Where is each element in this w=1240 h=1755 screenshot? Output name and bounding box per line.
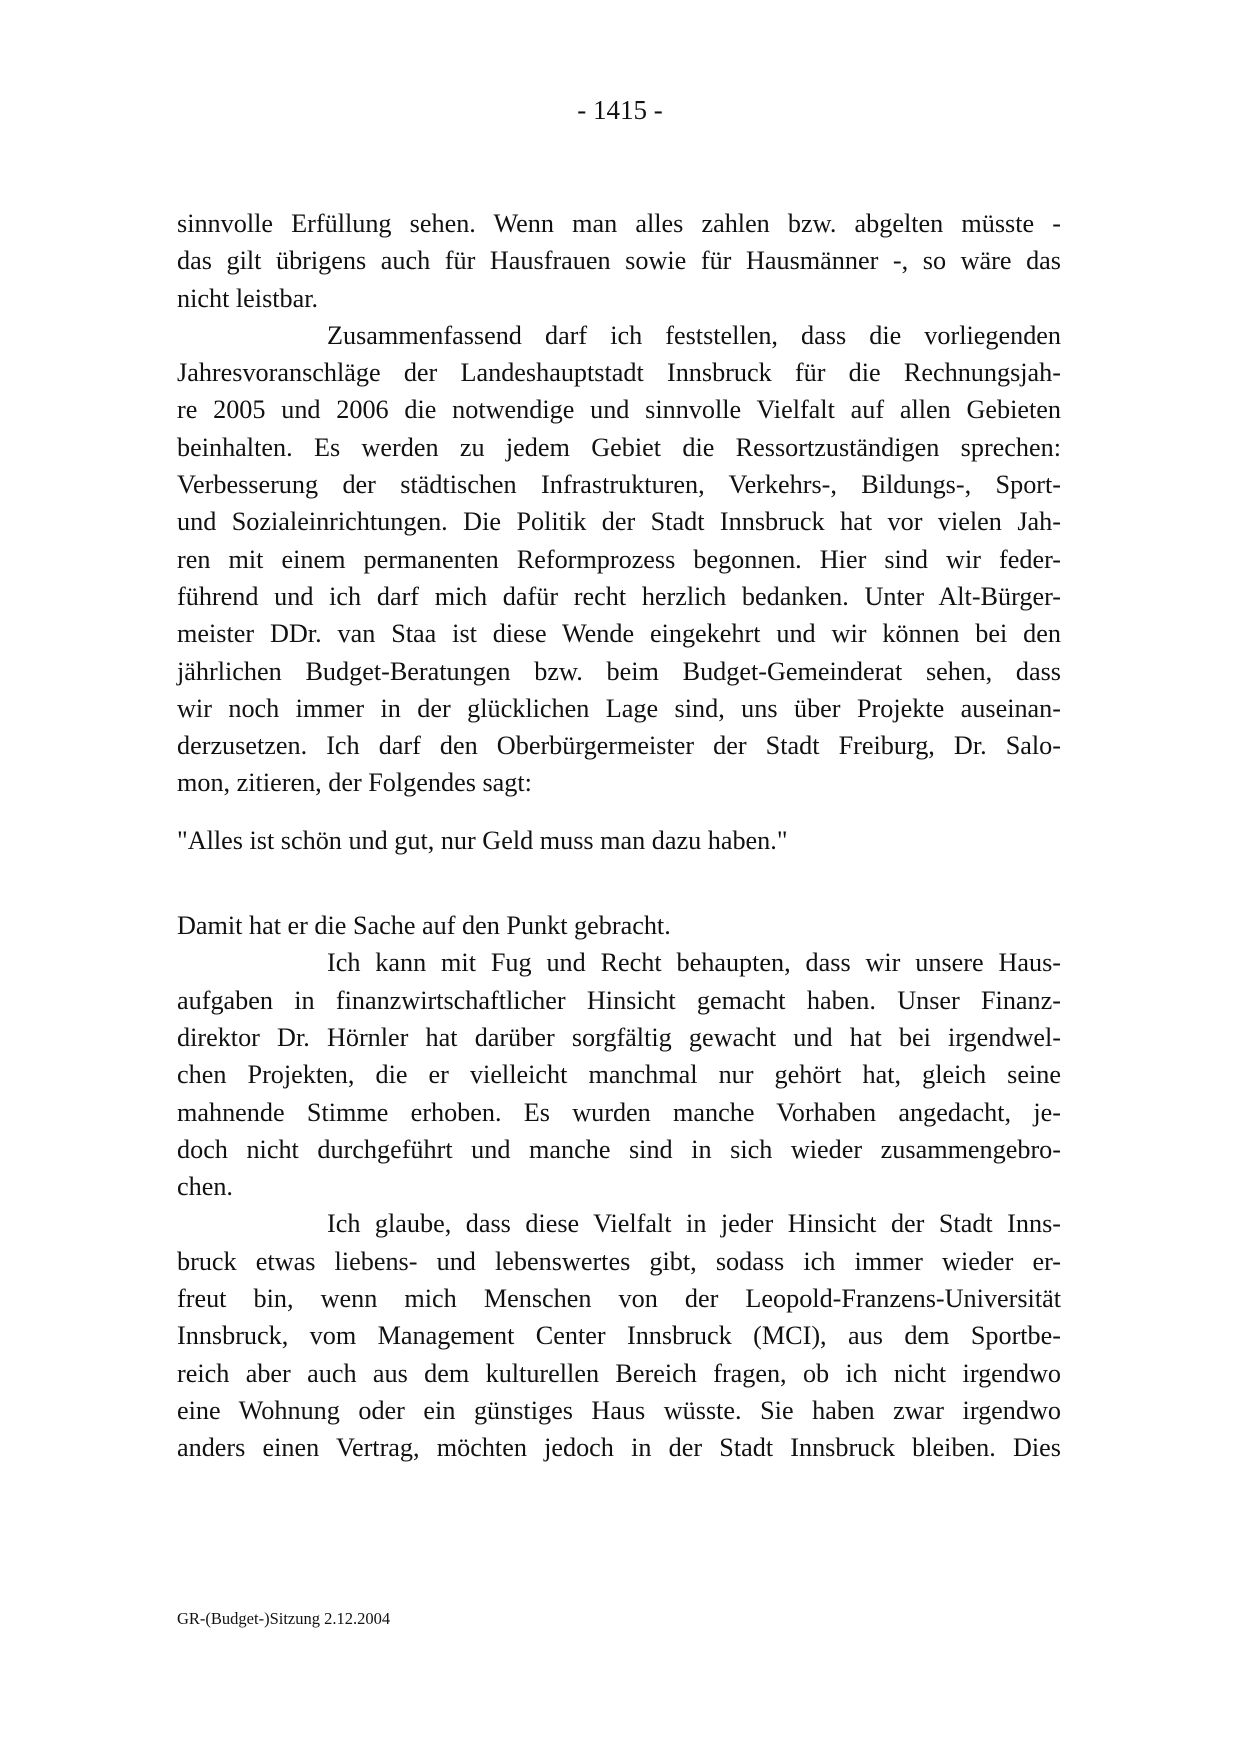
text-line: Zusammenfassend darf ich feststellen, dass die vorliegenden	[327, 320, 1061, 350]
paragraph-3	[177, 907, 1061, 944]
text-line: Verbesserung der städtischen Infrastrukturen, Verkehrs-, Bildungs-, Sport-	[177, 470, 1061, 500]
paragraph-4	[177, 944, 1061, 1205]
text-line: sinnvolle Erfüllung sehen. Wenn man alles zahlen bzw. abgelten müsste -	[177, 209, 1061, 238]
text-line: Jahresvoranschläge der Landeshauptstadt Innsbruck für die Rechnungsjah-	[177, 358, 1061, 388]
text-line: anders einen Vertrag, möchten jedoch in der Stadt Innsbruck bleiben. Dies	[177, 1433, 1061, 1463]
text-line: direktor Dr. Hörnler hat darüber sorgfältig gewacht und hat bei irgendwel-	[177, 1022, 1061, 1052]
text-line: derzusetzen. Ich darf den Oberbürgermeister der Stadt Freiburg, Dr. Salo-	[177, 731, 1061, 761]
text-line: ren mit einem permanenten Reformprozess begonnen. Hier sind wir feder-	[177, 544, 1061, 574]
text-line: führend und ich darf mich dafür recht herzlich bedanken. Unter Alt-Bürger-	[177, 581, 1061, 611]
text-line: Ich kann mit Fug und Recht behaupten, dass wir unsere Haus-	[327, 948, 1061, 978]
text-line: Innsbruck, vom Management Center Innsbruck (MCI), aus dem Sportbe-	[177, 1321, 1061, 1351]
quotation	[177, 822, 1061, 859]
text-line: eine Wohnung oder ein günstiges Haus wüsste. Sie haben zwar irgendwo	[177, 1395, 1061, 1425]
text-line: beinhalten. Es werden zu jedem Gebiet die Ressortzuständigen sprechen:	[177, 432, 1061, 462]
quote-line: "Alles ist schön und gut, nur Geld muss man dazu haben."	[177, 825, 788, 855]
paragraph-1	[177, 205, 1061, 317]
page-number: - 1415 -	[577, 95, 663, 125]
text-line: und Sozialeinrichtungen. Die Politik der Stadt Innsbruck hat vor vielen Jah-	[177, 507, 1061, 537]
paragraph-2	[177, 317, 1061, 802]
text-line: nicht leistbar.	[177, 283, 319, 313]
text-line: bruck etwas liebens- und lebenswertes gibt, sodass ich immer wieder er-	[177, 1246, 1061, 1276]
text-line: Ich glaube, dass diese Vielfalt in jeder Hinsicht der Stadt Inns-	[327, 1209, 1061, 1239]
body-text	[177, 205, 1061, 1467]
text-line: meister DDr. van Staa ist diese Wende eingekehrt und wir können bei den	[177, 619, 1061, 649]
text-line: mahnende Stimme erhoben. Es wurden manche Vorhaben angedacht, je-	[177, 1097, 1061, 1127]
page-footer: GR-(Budget-)Sitzung 2.12.2004	[177, 1609, 391, 1628]
text-line: chen.	[177, 1172, 233, 1202]
text-line: re 2005 und 2006 die notwendige und sinnvolle Vielfalt auf allen Gebieten	[177, 395, 1061, 425]
text-line: reich aber auch aus dem kulturellen Bereich fragen, ob ich nicht irgendwo	[177, 1358, 1061, 1388]
paragraph-5	[177, 1205, 1061, 1466]
text-line: wir noch immer in der glücklichen Lage sind, uns über Projekte auseinan-	[177, 693, 1061, 723]
text-line: mon, zitieren, der Folgendes sagt:	[177, 768, 532, 798]
text-line: jährlichen Budget-Beratungen bzw. beim Budget-Gemeinderat sehen, dass	[177, 656, 1061, 686]
text-line: das gilt übrigens auch für Hausfrauen sowie für Hausmänner -, so wäre das	[177, 246, 1061, 276]
text-line: chen Projekten, die er vielleicht manchmal nur gehört hat, gleich seine	[177, 1060, 1061, 1090]
text-line: doch nicht durchgeführt und manche sind in sich wieder zusammengebro-	[177, 1134, 1061, 1164]
text-line: Damit hat er die Sache auf den Punkt gebracht.	[177, 911, 671, 941]
text-line: aufgaben in finanzwirtschaftlicher Hinsicht gemacht haben. Unser Finanz-	[177, 985, 1061, 1015]
text-line: freut bin, wenn mich Menschen von der Leopold-Franzens-Universität	[177, 1284, 1061, 1314]
